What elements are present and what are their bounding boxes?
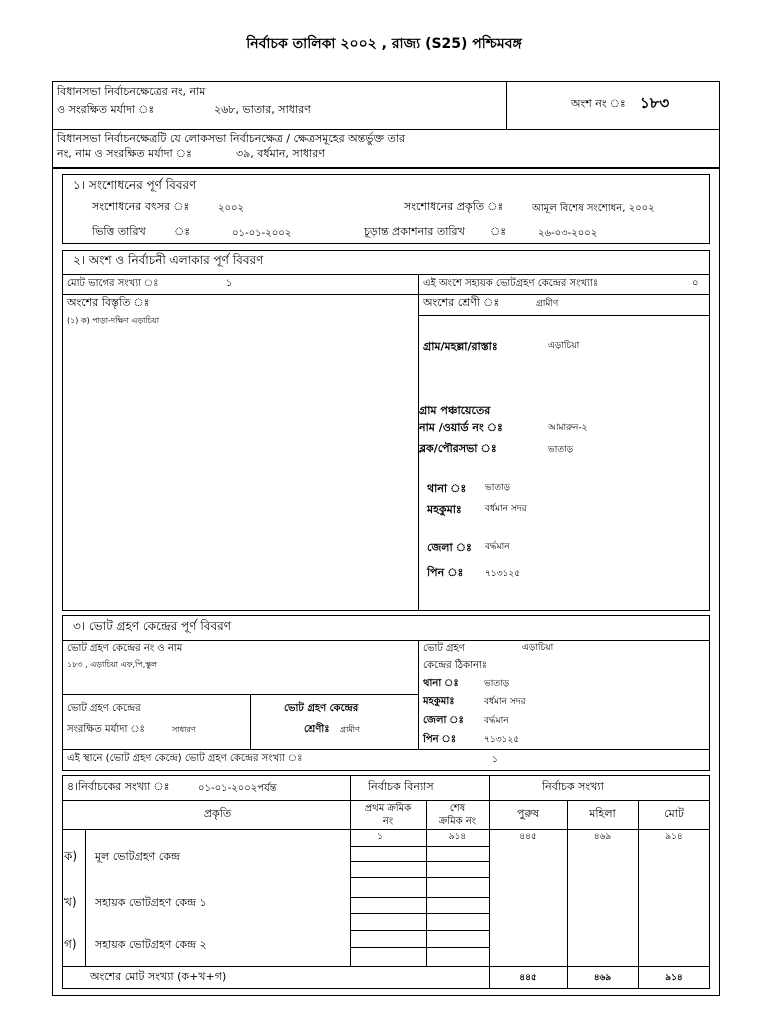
part-area-heading: ২। অংশ ও নির্বাচনী এলাকার পূর্ণ বিবরণ [73, 253, 264, 267]
electors-count-label: ৪।নির্বাচকের সংখ্যা ঃ [67, 780, 170, 793]
ps-value: ভাতাড় [485, 483, 511, 493]
pc-value: ৩৯, বর্ধমান, সাধারণ [236, 147, 325, 160]
district-label: জেলা ঃ [427, 541, 472, 554]
electors-count-value: ০১-০১-২০০২পর্যন্ত [198, 783, 277, 794]
row-first-serial: ১ [377, 832, 383, 842]
electors-layout-label: নির্বাচক বিন্যাস [368, 780, 434, 793]
polling-category-label-2: শ্রেণীঃ [304, 724, 330, 735]
extent-item: (১) ক) পাড়া-দক্ষিণ এড়াচিয়া [67, 316, 160, 325]
col-last-serial-2: ক্রমিক নং [438, 816, 477, 827]
subdiv-label: মহকুমাঃ [427, 503, 462, 516]
polling-pin-label: পিন ঃ [423, 734, 457, 745]
col-total: মোট [664, 807, 684, 820]
row-key: ক) [64, 849, 78, 863]
polling-address-label-2: কেন্দ্রের ঠিকানাঃ [423, 660, 488, 671]
category-value: গ্রামীণ [536, 299, 559, 309]
row-female: ৪৬৯ [593, 832, 612, 842]
polling-category-label: ভোট গ্রহণ কেন্দ্রের [284, 703, 359, 714]
polling-count-value: ১ [492, 755, 498, 765]
col-female: মহিলা [589, 807, 616, 820]
pin-label: পিন ঃ [427, 566, 464, 579]
page-title: নির্বাচক তালিকা ২০০২ , রাজ্য (S25) পশ্চিমবঙ্গ [246, 36, 522, 52]
gp-label: গ্রাম পঞ্চায়েতের [419, 404, 491, 417]
aux-count-value: ০ [692, 278, 699, 289]
block-value: ভাতাড় [548, 445, 574, 455]
block-label: ব্লক/পৌরসভা ঃ [419, 442, 497, 455]
sections-count-label: মোট ভাগের সংখ্যা ঃ [67, 278, 159, 289]
total-male: ৪৪৫ [519, 973, 537, 983]
final-pub-sep: ঃ [490, 225, 507, 238]
village-label: গ্রাম/মহল্লা/রাস্তাঃ [423, 340, 498, 353]
ac-label: বিধানসভা নির্বাচনক্ষেত্রের নং, নাম [57, 85, 206, 98]
gp-value: আমারুন-২ [548, 423, 588, 433]
polling-subdiv-value: বর্ধমান সদর [484, 697, 526, 707]
col-first-serial: প্রথম ক্রমিক [364, 803, 412, 814]
revision-year-value: ২০০২ [218, 203, 245, 214]
polling-reserved-label: ভোট গ্রহণ কেন্দ্রের [67, 703, 141, 714]
polling-reserved-value: সাধারণ [172, 725, 196, 734]
revision-type-value: আমূল বিশেষ সংশোধন, ২০০২ [532, 203, 655, 214]
total-female: ৪৬৯ [593, 973, 612, 983]
row-name: মূল ভোটগ্রহণ কেন্দ্র [95, 850, 180, 863]
revision-year-label: সংশোধনের বৎসর ঃ [92, 200, 190, 213]
polling-category-value: গ্রামীণ [340, 725, 360, 734]
polling-name-label: ভোট গ্রহণ কেন্দ্রের নং ও নাম [67, 643, 183, 654]
row-name: সহায়ক ভোটগ্রহণ কেন্দ্র ২ [95, 938, 207, 951]
total-total: ৯১৪ [665, 973, 683, 983]
polling-reserved-label-2: সংরক্ষিত মর্যাদা ঃ [67, 724, 145, 735]
base-date-label: ভিত্তি তারিখ [92, 225, 146, 238]
polling-address-value: এড়াচিয়া [522, 643, 554, 653]
gp-label-2: নাম /ওয়ার্ড নং ঃ [419, 421, 503, 434]
part-area-section [62, 250, 710, 611]
col-nature: প্রকৃতি [203, 807, 232, 820]
village-value: এড়াচিয়া [548, 341, 580, 351]
category-label: অংশের শ্রেণী ঃ [423, 296, 500, 309]
polling-ps-label: থানা ঃ [423, 678, 459, 689]
col-last-serial: শেষ [449, 803, 466, 814]
ac-value: ২৬৮, ভাতার, সাধারণ [214, 103, 311, 116]
ac-label-2: ও সংরক্ষিত মর্যাদা ঃ [57, 103, 155, 116]
polling-name-value: ১৮৩ , এড়াচিয়া এফ,পি,স্কুল [67, 660, 157, 669]
revision-type-label: সংশোধনের প্রকৃতি ঃ [404, 200, 504, 213]
pin-value: ৭১৩১২৫ [485, 569, 521, 579]
pc-label: বিধানসভা নির্বাচনক্ষেত্রটি যে লোকসভা নির্বাচনক্ষেত্র / ক্ষেত্রসমূহের অন্তর্ভুক্ত তার [57, 132, 406, 145]
base-date-sep: ঃ [174, 225, 191, 238]
final-pub-label: চূড়ান্ত প্রকাশনার তারিখ [364, 225, 465, 238]
part-label: অংশ নং ঃ [571, 97, 626, 110]
row-key: খ) [64, 895, 77, 909]
ps-label: থানা ঃ [427, 482, 467, 495]
total-label: অংশের মোট সংখ্যা (ক+খ+গ) [90, 970, 227, 983]
part-number: ১৮৩ [640, 94, 670, 112]
subdiv-value: বর্ধমান সদর [485, 504, 527, 514]
row-key: গ) [64, 937, 77, 951]
polling-subdiv-label: মহকুমাঃ [423, 696, 455, 707]
row-total: ৯১৪ [665, 832, 683, 842]
polling-district-label: জেলা ঃ [423, 715, 464, 726]
extent-label: অংশের বিস্তৃতি ঃ [67, 296, 150, 309]
polling-count-label: এই স্থানে (ভোট গ্রহণ কেন্দ্রে) ভোট গ্রহণ কেন্দ্রের সংখ্যা ঃ [67, 753, 303, 764]
aux-count-label: এই অংশে সহায়ক ভোটগ্রহণ কেন্দ্রের সংখ্যাঃ [423, 278, 599, 289]
col-first-serial-2: নং [382, 816, 394, 827]
final-pub-value: ২৬-০৩-২০০২ [538, 228, 598, 239]
polling-pin-value: ৭১৩১২৫ [484, 735, 520, 745]
row-male: ৪৪৫ [519, 832, 537, 842]
col-male: পুরুষ [517, 807, 539, 820]
row-name: সহায়ক ভোটগ্রহণ কেন্দ্র ১ [95, 896, 207, 909]
electors-numbers-label: নির্বাচক সংখ্যা [542, 780, 604, 793]
sections-count-value: ১ [226, 278, 233, 289]
polling-section [62, 615, 710, 771]
polling-ps-value: ভাতাড় [484, 679, 510, 689]
polling-district-value: বর্দ্ধমান [484, 716, 509, 726]
district-value: বর্দ্ধমান [485, 542, 510, 552]
revision-heading: ১। সংশোধনের পূর্ণ বিবরণ [73, 178, 197, 192]
polling-address-label: ভোট গ্রহণ [423, 643, 465, 654]
base-date-value: ০১-০১-২০০২ [232, 228, 292, 239]
polling-heading: ৩। ভোট গ্রহণ কেন্দ্রের পূর্ণ বিবরণ [73, 619, 231, 633]
row-last-serial: ৯১৪ [448, 832, 467, 842]
pc-label-2: নং, নাম ও সংরক্ষিত মর্যাদা ঃ [57, 147, 192, 160]
